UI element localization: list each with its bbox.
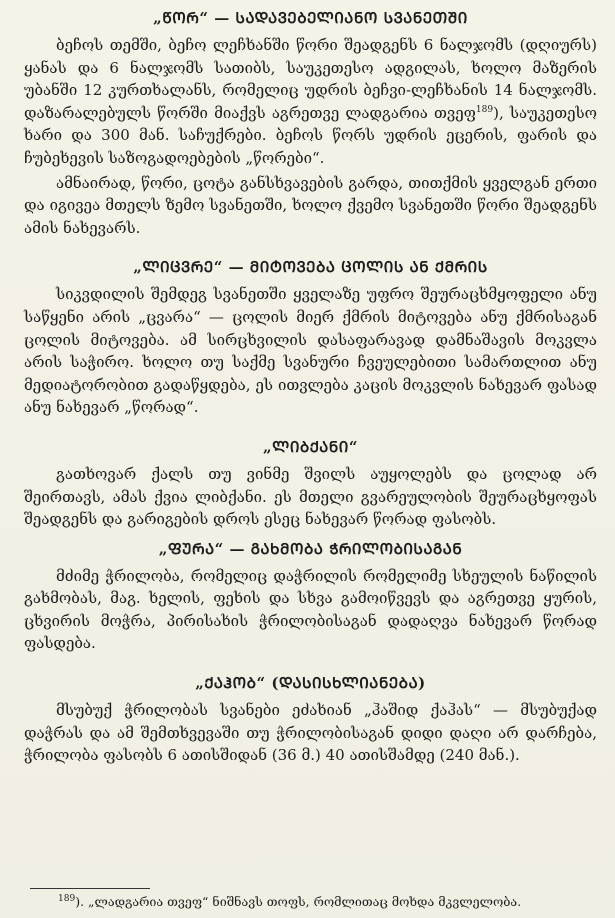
paragraph-text: ბეჩოს თემში, ბეჩო ლეჩხანში წორი შეადგენს 6 ნალჯომს (დღიურს) ყანას და 6 ნალჯომს სათიბს, საუკეთესო ადგილას, ხოლო მაზერის უბანში 12 კურთხალანს, რომელიც უდრის ბეჩვი-ლეჩხანის 14 ნალჯომს. დაზარალებულს წორში მიაქვს აგრეთვე ლადგარია თვეფ (24, 36, 597, 122)
paragraph-text: ), საუკეთესო ხარი და 300 მან. საჩუქრები. ბეჩოს წორს უდრის ეცერის, ფარის და ჩუბეხევის საზოგადოებების „წორები“. (24, 103, 598, 167)
section-heading-litsvre: „ᲚᲘᲪᲕᲠᲔ“ — ᲛᲘᲢᲝᲕᲔᲑᲐ ᲪᲝᲚᲘᲡ ᲐᲜ ᲥᲛᲠᲘᲡ (133, 258, 488, 277)
footnote (58, 894, 598, 910)
section-paragraph (24, 34, 597, 170)
section-heading-libkani: „ᲚᲘᲑᲥᲐᲜᲘ“ (263, 437, 358, 456)
section-heading-pura: „ᲤᲣᲠᲐ“ — ᲒᲐᲮᲛᲝᲑᲐ ᲭᲠᲘᲚᲝᲑᲘᲡᲐᲒᲐᲜ (158, 539, 463, 558)
section-paragraph: ამნაირად, წორი, ცოტა განსხვავების გარდა, თითქმის ყველგან ერთი და იგივეა მთელს ზემო სვანეთში, ხოლო ქვემო სვანეთში წორი შეადგენს ამის ნახევარს. (24, 173, 597, 237)
section-paragraph: სიკვდილის შემდეგ სვანეთში ყველაზე უფრო შეურაცხმყოფელი ანუ საწყენი არის „ცვარა“ — ცოლის მიერ ქმრის მიტოვება ანუ ქმრისაგან ცოლის მიტოვება. ამ სირცხვილის დასაფარავად დამნაშავის მოკვლა არის საჭირო. ხოლო თუ საქმე სვანური ჩვეულებითი სამართლით ანუ მედიატორობით გადაწყდება, ეს ითვლება კაცის მოკვლის ნახევარ ფასად ანუ ნახევარ „წორად“. (24, 285, 597, 417)
section-paragraph: მსუბუქ ჭრილობას სვანები ეძახიან „ჰაშიდ ქაჰას“ — მსუბუქად დაჭრას და ამ შემთხვევაში თუ ჭრილობისაგან დიდი დაღი არ დარჩება, ჭრილობა ფასობს 6 ათისშიდან (36 მ.) 40 ათისშამდე (240 მან.). (24, 701, 597, 765)
footnote-number: 189 (58, 893, 76, 904)
footnote-divider (30, 888, 150, 889)
section-heading-kahob: „ᲥᲐᲰᲝᲑ“ (ᲓᲐᲡᲘᲡᲮᲚᲘᲐᲜᲔᲑᲐ) (195, 674, 426, 693)
section-paragraph: მძიმე ჭრილობა, რომელიც დაჭრილის რომელიმე სხეულის ნაწილის გახმობას, მაგ. ხელის, ფეხის და სხვა გამოიწვევს და აგრეთვე ყურის, ცხვირის მოჭრა, პირისახის ჭრილობისაგან დადაღვა ნახევარ წორად ფასდება. (24, 566, 597, 653)
section-heading-tsor: „ᲬᲝᲠ“ — ᲡᲐᲓᲐᲕᲔᲑᲔᲚᲘᲐᲜᲝ ᲡᲕᲐᲜᲔᲗᲨᲘ (153, 9, 468, 27)
section-paragraph: გათხოვარ ქალს თუ ვინმე შვილს აუყოლებს და ცოლად არ შეირთავს, ამას ქვია ლიბქანი. ეს მთელი გვარეულობის შეურაცხყოფას შეადგენს და გარიგების დროს ესეც ნახევარ წორად ფასობს. (24, 464, 597, 529)
footnote-ref: 189 (475, 104, 494, 115)
footnote-text: ). „ლადგარია თვეფ“ ნიშნავს თოფს, რომლითაც მოხდა მკვლელობა. (75, 894, 522, 909)
